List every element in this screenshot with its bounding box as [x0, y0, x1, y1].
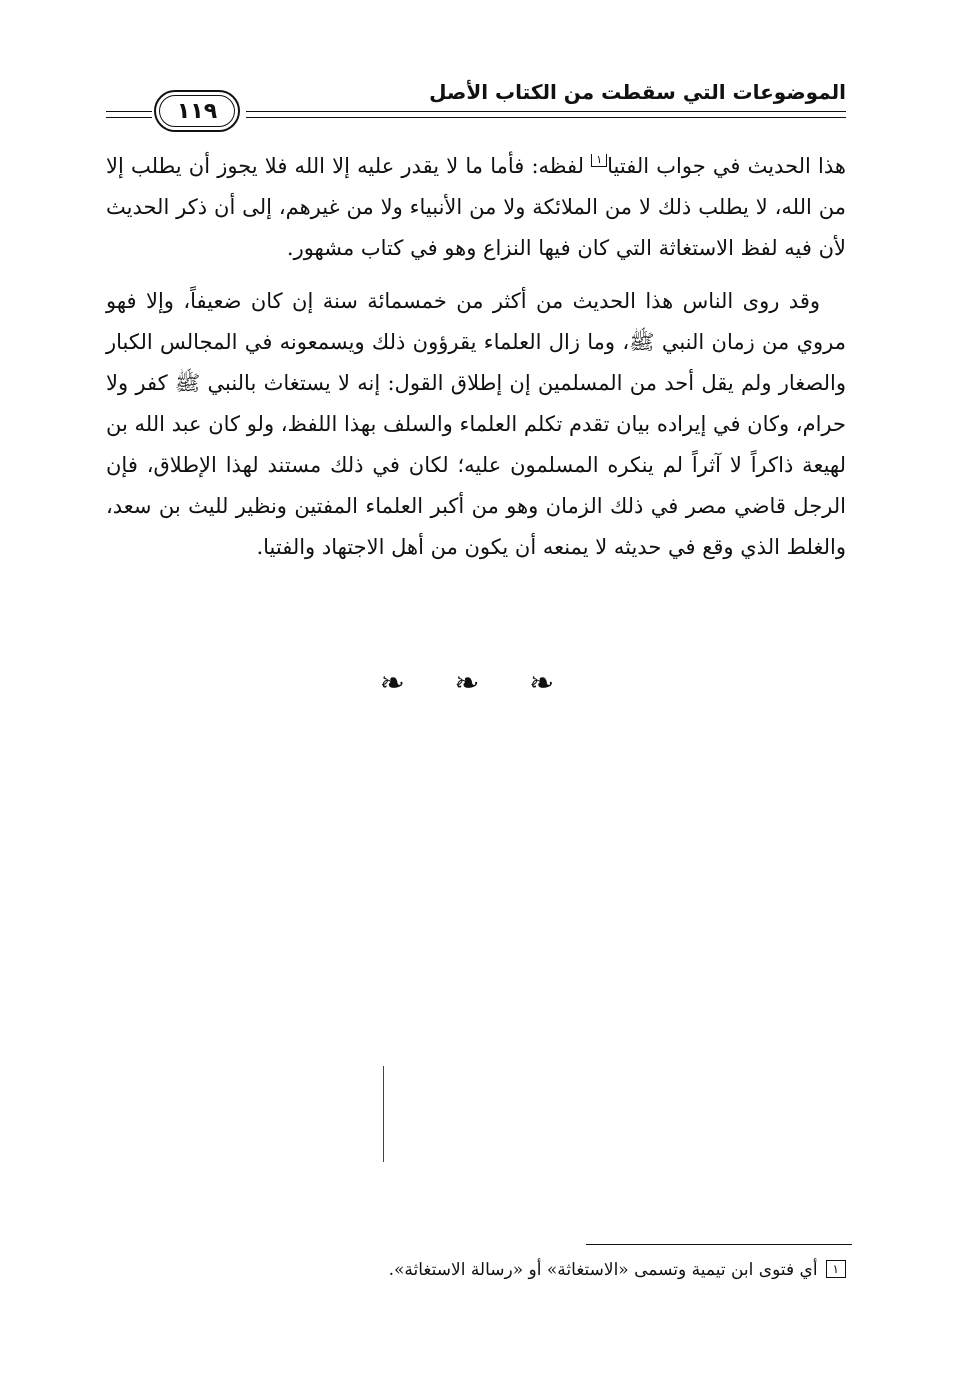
header-rule-right-top — [246, 111, 846, 112]
paragraph-1 — [106, 146, 846, 269]
page-number-badge — [154, 90, 240, 132]
paragraph-1-start: هذا الحديث في جواب الفتيا — [607, 154, 846, 178]
footnote-text: أي فتوى ابن تيمية وتسمى «الاستغاثة» أو «رسالة الاستغاثة». — [388, 1260, 818, 1280]
header-rule-left-top — [106, 111, 152, 112]
footnote-reference-marker[interactable]: ١ — [591, 154, 607, 167]
header-rule-right-bottom — [246, 117, 846, 118]
running-header-title: الموضوعات التي سقطت من الكتاب الأصل — [429, 80, 846, 104]
footnote — [389, 1260, 846, 1280]
paragraph-2: وقد روى الناس هذا الحديث من أكثر من خمسمائة سنة إن كان ضعيفاً، وإلا فهو مروي من زمان النبي ﷺ، وما زال العلماء يقرؤون ذلك ويسمعونه في المجالس الكبار والصغار ولم يقل أحد من المسلمين إن إطلاق القول: إنه لا يستغاث بالنبي ﷺ كفر ولا حرام، وكان في إيراده بيان تقدم تكلم العلماء والسلف بهذا اللفظ، ولو كان عبد الله بن لهيعة ذاكراً لا آثراً لم ينكره المسلمون عليه؛ لكان في ذلك مستند لهذا الإطلاق، فإن الرجل قاضي مصر في ذلك الزمان وهو من أكبر العلماء المفتين ونظير لليث بن سعد، والغلط الذي وقع في حديثه لا يمنعه أن يكون من أهل الاجتهاد والفتيا. — [106, 289, 846, 559]
main-text — [106, 146, 846, 580]
scan-artifact-line — [383, 1066, 384, 1162]
section-ornament: ❧ ❧ ❧ — [379, 666, 575, 701]
header-rule-left-bottom — [106, 117, 152, 118]
page-number: ١١٩ — [176, 98, 218, 124]
paragraph-1-rest: لفظه: فأما ما لا يقدر عليه إلا الله فلا يجوز أن يطلب إلا من الله، لا يطلب ذلك لا من الملائكة ولا من الأنبياء ولا من غيرهم، إلى أن ذكر الحديث لأن فيه لفظ الاستغاثة التي كان فيها النزاع وهو في كتاب مشهور. — [106, 154, 846, 260]
footnote-separator — [586, 1244, 852, 1245]
footnote-number: ١ — [826, 1260, 846, 1278]
